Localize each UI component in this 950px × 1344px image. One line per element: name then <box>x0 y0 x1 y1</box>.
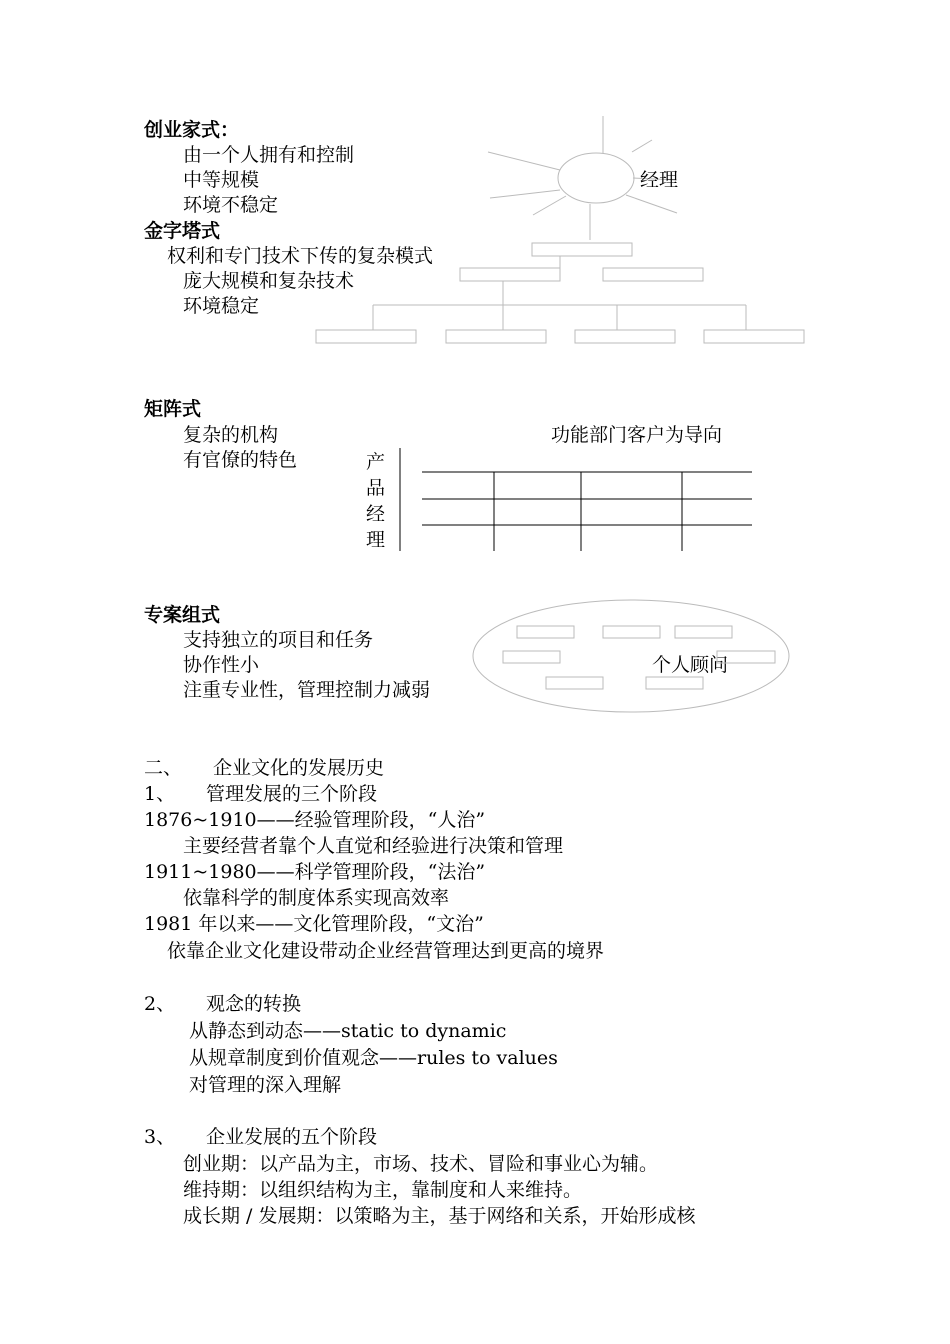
point-title: 企业发展的五个阶段 <box>206 1126 378 1148</box>
matrix-grid <box>400 448 752 551</box>
pyramid-line: 权利和专门技术下传的复杂模式 <box>167 245 434 267</box>
phase-line: 创业期：以产品为主，市场、技术、冒险和事业心为辅。 <box>183 1153 659 1175</box>
entrepreneurial-line: 中等规模 <box>183 169 260 191</box>
point-number: 1、 <box>144 783 176 805</box>
project-team-diagram <box>473 600 789 712</box>
concept-line: 从静态到动态——static to dynamic <box>189 1020 507 1042</box>
manager-label: 经理 <box>640 169 679 191</box>
entrepreneurial-heading: 创业家式： <box>144 119 240 141</box>
project-line: 注重专业性，管理控制力减弱 <box>183 679 431 701</box>
matrix-top-label: 功能部门客户为导向 <box>551 424 723 446</box>
matrix-side-label-char: 品 <box>366 477 386 499</box>
project-line: 支持独立的项目和任务 <box>183 629 374 651</box>
concept-line: 对管理的深入理解 <box>189 1074 342 1096</box>
matrix-line: 有官僚的特色 <box>183 449 298 471</box>
point-title: 管理发展的三个阶段 <box>206 783 378 805</box>
phase-line: 成长期 / 发展期：以策略为主，基于网络和关系，开始形成核 <box>183 1205 696 1227</box>
concept-line: 从规章制度到价值观念——rules to values <box>189 1047 558 1069</box>
pyramid-heading: 金字塔式 <box>144 220 221 242</box>
matrix-heading: 矩阵式 <box>144 398 202 420</box>
history-title: 企业文化的发展历史 <box>213 757 385 779</box>
matrix-side-label-char: 产 <box>366 451 386 473</box>
entrepreneurial-line: 环境不稳定 <box>183 194 279 216</box>
point-number: 3、 <box>144 1126 176 1148</box>
stage-line: 1981 年以来——文化管理阶段，“文治” <box>144 913 484 935</box>
stage-line: 主要经营者靠个人直觉和经验进行决策和管理 <box>183 835 564 857</box>
project-line: 协作性小 <box>183 654 260 676</box>
history-number: 二、 <box>144 757 183 779</box>
point-number: 2、 <box>144 993 176 1015</box>
entrepreneurial-line: 由一个人拥有和控制 <box>183 144 355 166</box>
stage-line: 依靠科学的制度体系实现高效率 <box>183 887 450 909</box>
stage-line: 1911~1980——科学管理阶段，“法治” <box>144 861 486 883</box>
consultant-label: 个人顾问 <box>652 654 729 676</box>
sun-ellipse <box>558 153 634 203</box>
point-title: 观念的转换 <box>206 993 302 1015</box>
project-heading: 专案组式 <box>144 604 221 626</box>
pyramid-line: 环境稳定 <box>183 295 260 317</box>
pyramid-line: 庞大规模和复杂技术 <box>183 270 355 292</box>
stage-line: 依靠企业文化建设带动企业经营管理达到更高的境界 <box>167 940 605 962</box>
matrix-side-label-char: 经 <box>366 503 386 525</box>
stage-line: 1876~1910——经验管理阶段，“人治” <box>144 809 486 831</box>
matrix-side-label-char: 理 <box>366 529 386 551</box>
matrix-line: 复杂的机构 <box>183 424 279 446</box>
phase-line: 维持期：以组织结构为主，靠制度和人来维持。 <box>183 1179 583 1201</box>
